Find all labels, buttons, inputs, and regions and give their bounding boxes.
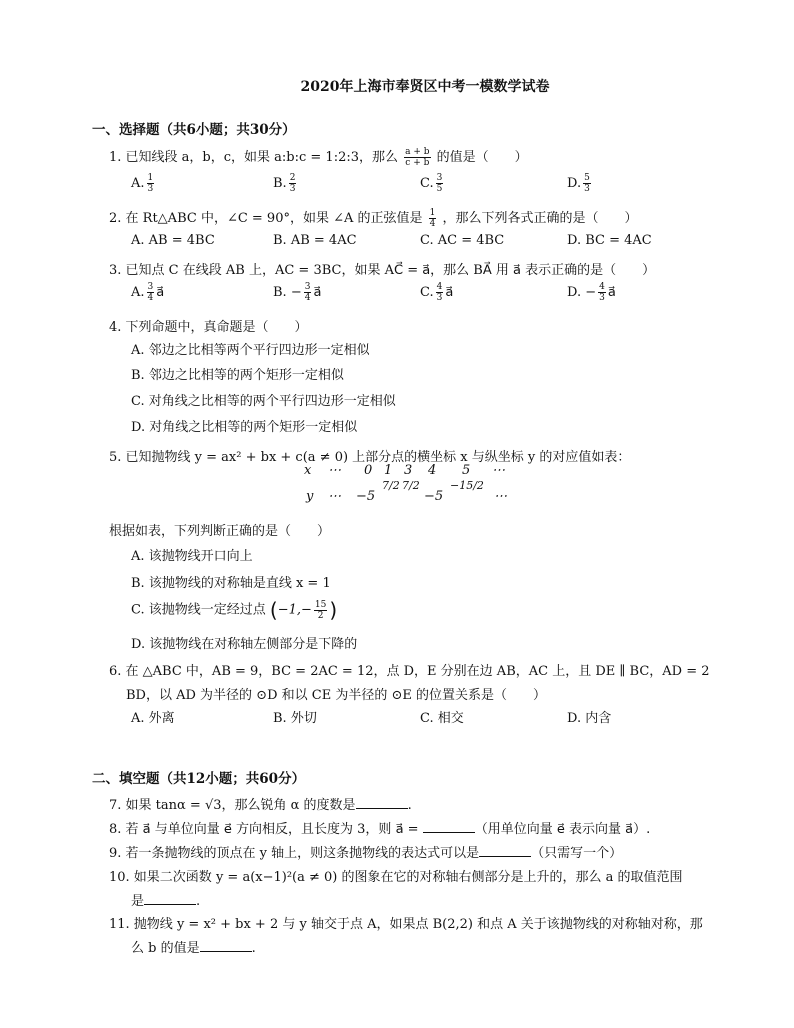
option-d: D. $\frac{5}{3}$ [567,173,590,194]
table-cell: −5 [356,489,376,504]
option-c: C. 该抛物线一定经过点 (−1,− $\frac{15}{2}$ ) [131,598,338,622]
option-a: A. 该抛物线开口向上 [131,549,253,564]
option-d: D. 内含 [567,711,612,726]
answer-blank [479,844,531,857]
table-cell: −15/2 [450,479,484,492]
option-c: C. $\frac{3}{5}$ [420,173,443,194]
option-c: C. 对角线之比相等的两个平行四边形一定相似 [131,394,396,409]
question-text: 1. 已知线段 a，b，c，如果 a:b:c = 1:2:3，那么 [109,150,398,165]
table-cell: 5 [462,463,471,478]
option-c: C. AC = 4BC [420,233,505,248]
option-b: B. 该抛物线的对称轴是直线 x = 1 [131,576,331,591]
table-cell: x [304,463,312,478]
option-d: D. 对角线之比相等的两个矩形一定相似 [131,420,358,435]
table-cell: 4 [428,463,437,478]
answer-blank [423,820,475,833]
table-cell: ⋯ [328,489,341,504]
question-1 [109,146,528,168]
question-9: 9. 若一条抛物线的顶点在 y 轴上，则这条抛物线的表达式可以是 （只需写一个） [109,846,623,861]
answer-blank [144,892,196,905]
table-cell: −5 [424,489,444,504]
table-cell: ⋯ [328,463,341,478]
option-b: B. AB = 4AC [273,233,357,248]
section-heading-choice: 一、选择题（共6小题；共30分） [92,122,296,138]
question-text: 2. 在 Rt△ABC 中，∠C = 90°，如果 ∠A 的正弦值是 [109,211,423,226]
table-cell: ⋯ [492,463,505,478]
table-cell: 0 [364,463,373,478]
question-6-line1: 6. 在 △ABC 中，AB = 9，BC = 2AC = 12，点 D，E 分别在边 AB，AC 上，且 DE ∥ BC，AD = 2 [109,664,710,679]
question-suffix: 的值是（ ） [436,150,528,165]
question-5-judge: 根据如表，下列判断正确的是（ ） [109,524,331,539]
question-5: 5. 已知抛物线 y = ax² + bx + c(a ≠ 0) 上部分点的横坐标 x 与纵坐标 y 的对应值如表： [109,450,631,465]
question-11-line1: 11. 抛物线 y = x² + bx + 2 与 y 轴交于点 A，如果点 B(2,2) 和点 A 关于该抛物线的对称轴对称，那 [109,917,703,932]
question-4: 4. 下列命题中，真命题是（ ） [109,320,308,335]
option-a: A. $\frac{1}{3}$ [131,173,154,194]
option-c: C. 相交 [420,711,464,726]
section-heading-fill: 二、填空题（共12小题；共60分） [92,771,306,787]
answer-blank [200,939,252,952]
option-d: D. − $\frac{4}{3}$ a⃗ [567,282,616,303]
question-6-line2: BD，以 AD 为半径的 ⊙D 和以 CE 为半径的 ⊙E 的位置关系是（ ） [126,688,546,703]
option-a: A. 邻边之比相等两个平行四边形一定相似 [131,343,370,358]
option-d: D. BC = 4AC [567,233,652,248]
option-a: A. $\frac{3}{4}$ a⃗ [131,282,165,303]
question-suffix: ，那么下列各式正确的是（ ） [442,211,638,226]
table-cell: 7/2 [402,479,420,492]
question-11-line2: 么 b 的值是 . [131,941,256,956]
option-a: A. 外离 [131,711,175,726]
fraction: $\frac{a + b}{c + b}$ [405,147,430,168]
question-7: 7. 如果 tanα = √3，那么锐角 α 的度数是 . [109,798,412,813]
option-d: D. 该抛物线在对称轴左侧部分是下降的 [131,637,358,652]
table-cell: 1 [384,463,393,478]
option-b: B. $\frac{2}{3}$ [273,173,296,194]
answer-blank [356,796,408,809]
table-cell: ⋯ [494,489,507,504]
option-b: B. 邻边之比相等的两个矩形一定相似 [131,368,344,383]
option-b: B. − $\frac{3}{4}$ a⃗ [273,282,322,303]
table-cell: 3 [404,463,413,478]
table-cell: y [306,489,314,504]
question-3: 3. 已知点 C 在线段 AB 上，AC = 3BC，如果 AC⃗ = a⃗，那么 BA⃗ 用 a⃗ 表示正确的是（ ） [109,263,656,278]
fraction: $\frac{1}{4}$ [429,208,436,229]
option-c: C. $\frac{4}{3}$ a⃗ [420,282,454,303]
table-cell: 7/2 [382,479,400,492]
question-10-line2: 是 . [131,894,201,909]
question-8: 8. 若 a⃗ 与单位向量 e⃗ 方向相反，且长度为 3，则 a⃗ = （用单位向量 e⃗ 表示向量 a⃗）. [109,822,651,837]
option-a: A. AB = 4BC [131,233,215,248]
option-b: B. 外切 [273,711,317,726]
question-2 [109,207,638,229]
question-10-line1: 10. 如果二次函数 y = a(x−1)²(a ≠ 0) 的图象在它的对称轴右侧部分是上升的，那么 a 的取值范围 [109,870,683,885]
page-title: 2020年上海市奉贤区中考一模数学试卷 [300,79,550,95]
